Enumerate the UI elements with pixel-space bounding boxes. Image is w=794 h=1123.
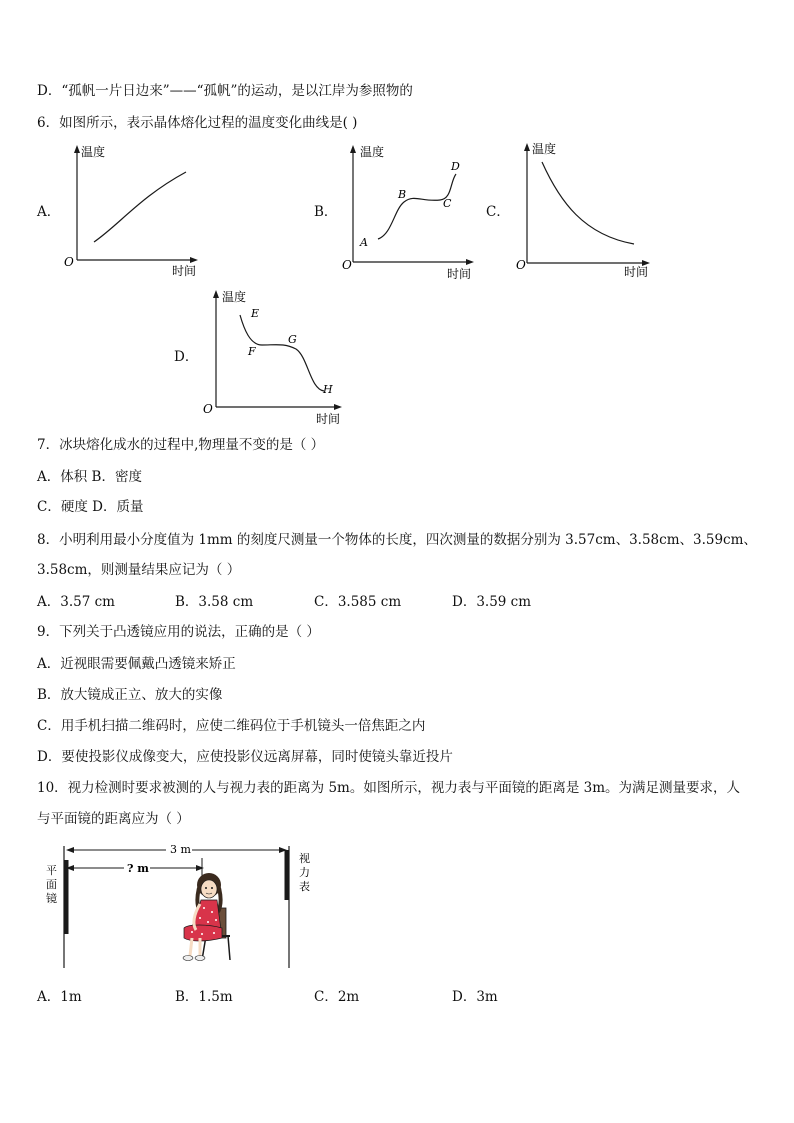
graph-a-ylabel: 温度 [81, 145, 106, 159]
q6-option-c-label: C． [486, 204, 510, 220]
q10-stem-line2: 与平面镜的距离应为（ ） [37, 811, 190, 827]
q6-graph-a [60, 142, 200, 281]
unknown-distance-label: ? m [127, 862, 149, 875]
graph-b-ylabel: 温度 [360, 145, 385, 159]
q10-option-c: C．2m [314, 989, 360, 1005]
q7-stem: 7．冰块熔化成水的过程中,物理量不变的是（ ） [37, 437, 325, 453]
graph-d-point-f: F [248, 345, 256, 358]
mirror-label-3: 镜 [46, 892, 57, 905]
graph-b-point-b: B [398, 188, 407, 201]
graph-d-xlabel: 时间 [316, 412, 341, 426]
graph-b-point-d: D [451, 160, 460, 173]
graph-d-ylabel: 温度 [222, 290, 247, 304]
mirror-label-2: 面 [46, 878, 57, 891]
q8-stem-line1: 8．小明利用最小分度值为 1mm 的刻度尺测量一个物体的长度，四次测量的数据分别为 3.57cm、3.58cm、3.59cm、 [37, 532, 757, 548]
mirror-label-1: 平 [46, 864, 57, 877]
q8-option-d: D．3.59 cm [452, 594, 532, 610]
graph-d-point-e: E [251, 307, 260, 320]
q9-option-d: D．要使投影仪成像变大，应使投影仪远离屏幕，同时使镜头靠近投片 [37, 749, 453, 765]
q8-option-c: C．3.585 cm [314, 594, 402, 610]
q8-stem-line2: 3.58cm，则测量结果应记为（ ） [37, 562, 241, 578]
q9-option-a: A．近视眼需要佩戴凸透镜来矫正 [37, 656, 236, 672]
q8-option-b: B．3.58 cm [175, 594, 254, 610]
chart-label-2: 力 [299, 866, 310, 879]
graph-c-origin: O [516, 258, 526, 272]
q7-options-row1: A．体积 B．密度 [37, 469, 142, 485]
q10-figure [38, 838, 328, 978]
q5-option-d: D．“孤帆一片日边来”——“孤帆”的运动，是以江岸为参照物的 [37, 83, 413, 99]
q6-option-a-label: A． [37, 204, 61, 220]
q6-graph-d [200, 287, 350, 431]
graph-d-point-h: H [323, 383, 333, 396]
q9-stem: 9．下列关于凸透镜应用的说法，正确的是（ ） [37, 624, 320, 640]
q6-stem: 6．如图所示，表示晶体熔化过程的温度变化曲线是( ) [37, 115, 358, 131]
q8-option-a: A．3.57 cm [37, 594, 115, 610]
chart-label-3: 表 [299, 880, 310, 893]
q9-option-c: C．用手机扫描二维码时，应使二维码位于手机镜头一倍焦距之内 [37, 718, 426, 734]
graph-a-xlabel: 时间 [172, 264, 197, 277]
graph-c-xlabel: 时间 [624, 265, 649, 279]
q10-option-a: A．1m [37, 989, 82, 1005]
graph-d-point-g: G [288, 333, 297, 346]
seated-girl-illustration [183, 873, 230, 961]
graph-d-origin: O [203, 402, 213, 416]
total-distance-label: 3 m [170, 843, 191, 856]
graph-b-xlabel: 时间 [447, 267, 472, 280]
q6-graph-b [340, 142, 480, 284]
graph-b-origin: O [342, 258, 352, 272]
q6-option-b-label: B． [314, 204, 338, 220]
q6-graph-c [512, 140, 652, 284]
graph-c-ylabel: 温度 [532, 142, 557, 156]
graph-b-point-a: A [360, 236, 368, 249]
q10-option-b: B．1.5m [175, 989, 233, 1005]
q9-option-b: B．放大镜成正立、放大的实像 [37, 687, 223, 703]
q10-option-d: D．3m [452, 989, 498, 1005]
q7-options-row2: C．硬度 D．质量 [37, 499, 144, 515]
q6-option-d-label: D． [174, 349, 199, 365]
chart-label-1: 视 [299, 852, 310, 865]
graph-b-point-c: C [443, 197, 452, 210]
graph-a-origin: O [64, 255, 74, 269]
q10-stem-line1: 10．视力检测时要求被测的人与视力表的距离为 5m。如图所示，视力表与平面镜的距离是 3m。为满足测量要求，人 [37, 780, 741, 796]
